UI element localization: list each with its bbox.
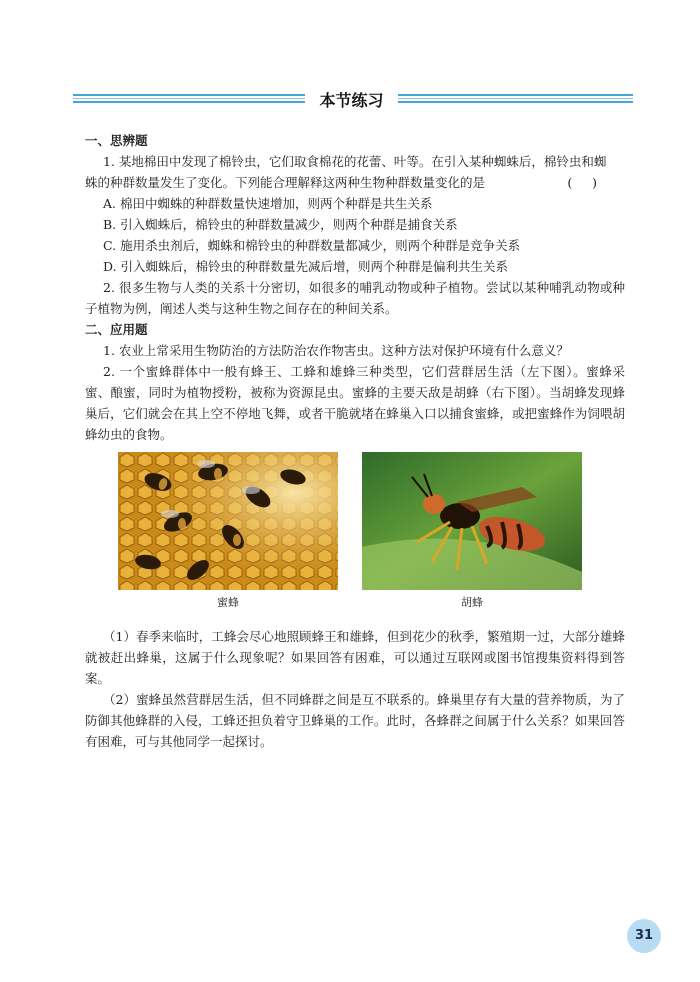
s1-q1-text1: 1. 某地棉田中发现了棉铃虫，它们取食棉花的花蕾、叶等。在引入某种蜘蛛后，棉铃虫和蜘 bbox=[103, 154, 607, 169]
header-rule-left bbox=[73, 94, 305, 102]
s1-q1-line2 bbox=[85, 172, 625, 193]
honeybee-photo bbox=[118, 452, 338, 590]
s2-q2: 2. 一个蜜蜂群体中一般有蜂王、工蜂和雄蜂三种类型，它们营群居生活（左下图）。蜜蜂采蜜、酿蜜，同时为植物授粉，被称为资源昆虫。蜜蜂的主要天敌是胡蜂（右下图）。当胡蜂发现蜂巢后，它们就会在其上空不停地飞舞，或者干脆就堵在蜂巢入口以捕食蜜蜂，或把蜜蜂作为饲喂胡蜂幼虫的食物。 bbox=[85, 364, 625, 442]
section-header bbox=[73, 88, 633, 108]
header-rule-right bbox=[398, 94, 633, 102]
figure-honeybee bbox=[118, 452, 338, 610]
s2-q1: 1. 农业上常采用生物防治的方法防治农作物害虫。这种方法对保护环境有什么意义？ bbox=[103, 343, 569, 358]
page-number: 31 bbox=[627, 919, 661, 953]
section-title: 本节练习 bbox=[319, 91, 384, 110]
option-b: B. 引入蜘蛛后，棉铃虫的种群数量减少，则两个种群是捕食关系 bbox=[103, 217, 458, 232]
sub-questions bbox=[85, 626, 625, 752]
sub-question-1: （1）春季来临时，工蜂会尽心地照顾蜂王和雄蜂，但到花少的秋季，繁殖期一过，大部分雄蜂就被赶出蜂巢，这属于什么现象呢？如果回答有困难，可以通过互联网或图书馆搜集资料得到答案。 bbox=[85, 629, 625, 686]
option-c: C. 施用杀虫剂后，蜘蛛和棉铃虫的种群数量都减少，则两个种群是竞争关系 bbox=[103, 238, 521, 253]
sub-question-2: （2）蜜蜂虽然营群居生活，但不同蜂群之间是互不联系的。蜂巢里存有大量的营养物质，为了防御其他蜂群的入侵，工蜂还担负着守卫蜂巢的工作。此时，各蜂群之间属于什么关系？如果回答有困难，可与其他同学一起探讨。 bbox=[85, 692, 625, 749]
s1-q2: 2. 很多生物与人类的关系十分密切，如很多的哺乳动物或种子植物。尝试以某种哺乳动物或种子植物为例，阐述人类与这种生物之间存在的种间关系。 bbox=[85, 280, 625, 316]
hornet-photo bbox=[362, 452, 582, 590]
section2-heading: 二、应用题 bbox=[85, 322, 148, 337]
answer-blank: ( ) bbox=[567, 175, 597, 190]
s1-q1-line1 bbox=[85, 151, 625, 172]
exercise-body bbox=[85, 130, 625, 445]
figure-row bbox=[85, 452, 625, 622]
option-d: D. 引入蜘蛛后，棉铃虫的种群数量先减后增，则两个种群是偏利共生关系 bbox=[103, 259, 509, 274]
option-a: A. 棉田中蜘蛛的种群数量快速增加，则两个种群是共生关系 bbox=[103, 196, 433, 211]
figure-hornet bbox=[362, 452, 582, 610]
section1-heading: 一、思辨题 bbox=[85, 133, 148, 148]
caption-honeybee: 蜜蜂 bbox=[217, 596, 239, 609]
s1-q1-text2: 蛛的种群数量发生了变化。下列能合理解释这两种生物种群数量变化的是 bbox=[85, 175, 486, 190]
caption-hornet: 胡蜂 bbox=[461, 596, 483, 609]
